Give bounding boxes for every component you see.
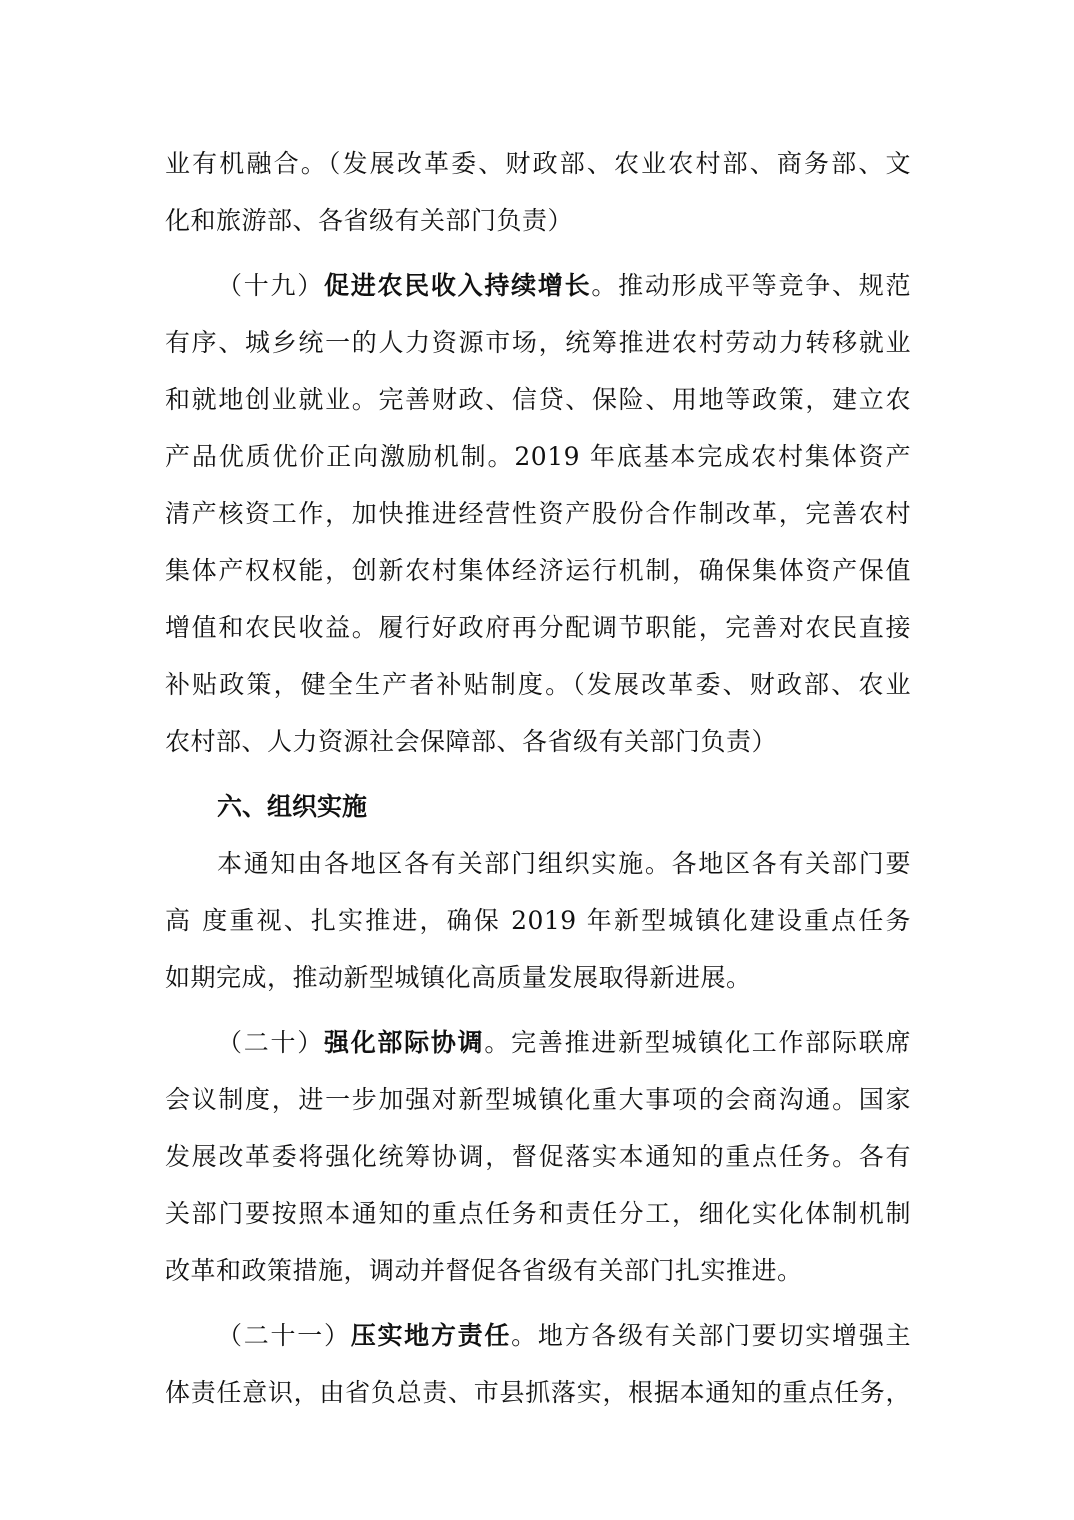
text-line: 有序、城乡统一的人力资源市场，统筹推进农村劳动力转移就业: [165, 328, 911, 357]
item-title: 促进农民收入持续增长: [323, 271, 592, 300]
text-run: 。推动形成平等竞争、规范: [591, 271, 911, 300]
paragraph-19-first-line: [165, 257, 911, 314]
text-line: 清产核资工作，加快推进经营性资产股份合作制改革，完善农村: [165, 499, 911, 528]
text-line: 集体产权权能，创新农村集体经济运行机制，确保集体资产保值: [165, 556, 911, 585]
paragraph-21-first-line: [165, 1307, 911, 1364]
text-run: 。地方各级有关部门要切实增强主: [511, 1321, 911, 1350]
text-line: 体责任意识，由省负总责、市县抓落实，根据本通知的重点任务，: [165, 1378, 911, 1407]
text-line: 业有机融合。（发展改革委、财政部、农业农村部、商务部、文: [165, 149, 911, 178]
item-number: （二十）: [217, 1028, 324, 1057]
text-line: 补贴政策，健全生产者补贴制度。（发展改革委、财政部、农业: [165, 670, 911, 699]
text-run: 。完善推进新型城镇化工作部际联席: [484, 1028, 911, 1057]
document-page: [165, 135, 911, 1421]
paragraph-20-first-line: [165, 1014, 911, 1071]
section-heading: 六、组织实施: [217, 792, 368, 821]
text-line: 增值和农民收益。履行好政府再分配调节职能，完善对农民直接: [165, 613, 911, 642]
text-line: 发展改革委将强化统筹协调，督促落实本通知的重点任务。各有: [165, 1142, 911, 1171]
item-number: （十九）: [217, 271, 324, 300]
text-line: 如期完成，推动新型城镇化高质量发展取得新进展。: [165, 963, 752, 992]
text-line: 化和旅游部、各省级有关部门负责）: [165, 206, 574, 235]
text-line: 高 度重视、扎实推进，确保 2019 年新型城镇化建设重点任务: [165, 906, 911, 935]
text-line: 和就地创业就业。完善财政、信贷、保险、用地等政策，建立农: [165, 385, 911, 414]
text-line: 会议制度，进一步加强对新型城镇化重大事项的会商沟通。国家: [165, 1085, 911, 1114]
text-line: 农村部、人力资源社会保障部、各省级有关部门负责）: [165, 727, 778, 756]
item-title: 压实地方责任: [350, 1321, 512, 1350]
text-line: 关部门要按照本通知的重点任务和责任分工，细化实化体制机制: [165, 1199, 911, 1228]
text-line: 改革和政策措施，调动并督促各省级有关部门扎实推进。: [165, 1256, 803, 1285]
item-number: （二十一）: [217, 1321, 351, 1350]
text-line: 本通知由各地区各有关部门组织实施。各地区各有关部门要: [217, 849, 911, 878]
text-line: 产品优质优价正向激励机制。2019 年底基本完成农村集体资产: [165, 442, 911, 471]
item-title: 强化部际协调: [323, 1028, 485, 1057]
